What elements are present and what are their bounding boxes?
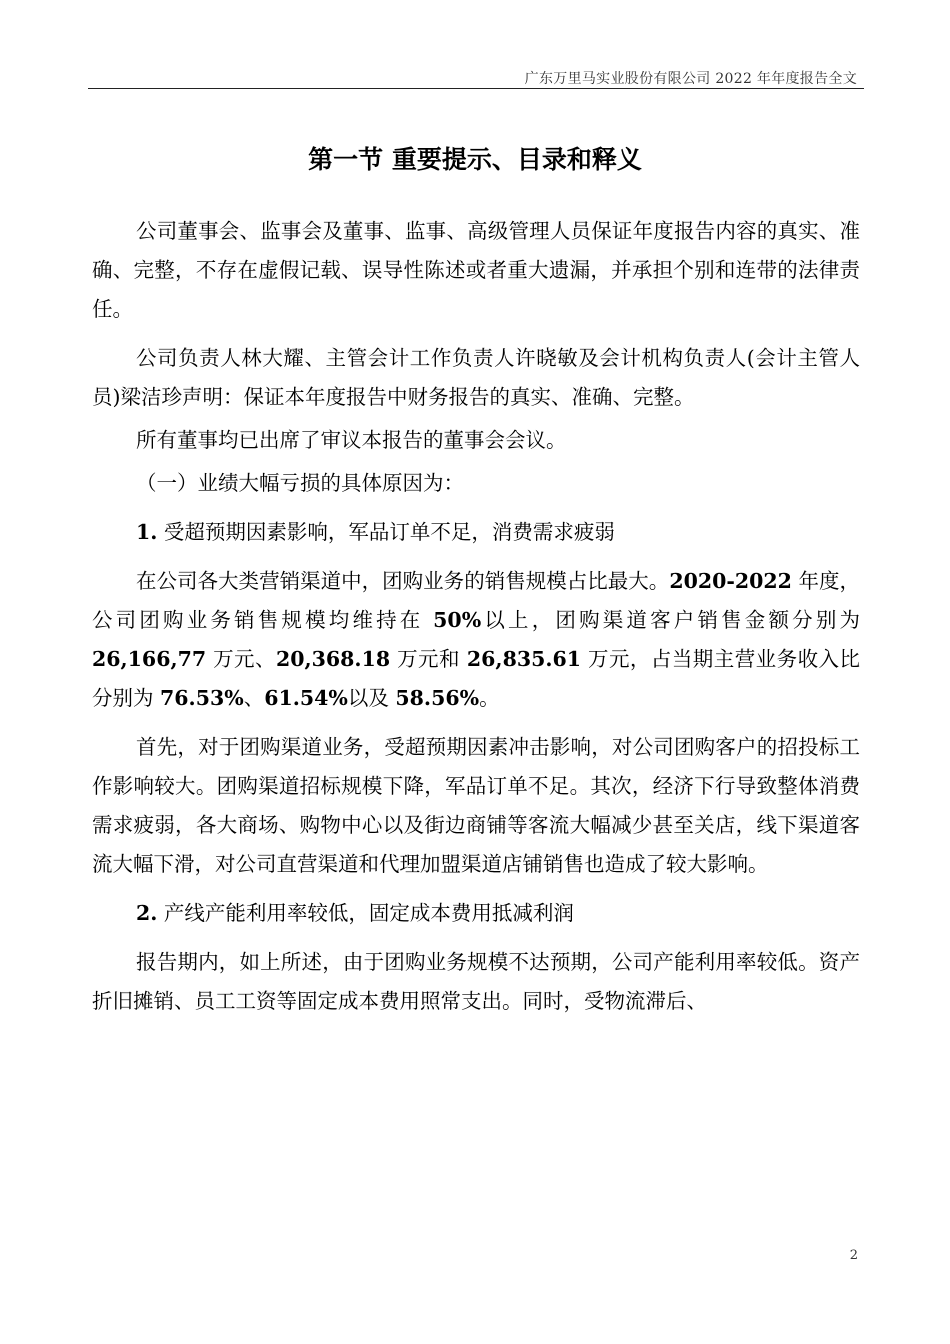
text-span: 万元、 (206, 647, 276, 671)
group-purchase-paragraph (92, 562, 860, 718)
reason-1-number: 1. (136, 520, 158, 544)
header-divider (88, 88, 864, 89)
running-header: 广东万里马实业股份有限公司 2022 年年度报告全文 (524, 71, 857, 87)
reason-2-heading (92, 894, 860, 933)
text-span: 以上，团购渠道客户销售金额分别为 (481, 608, 861, 632)
text-span: 。 (479, 686, 500, 710)
sales-2021: 20,368.18 (275, 647, 391, 671)
ratio-2022: 58.56% (395, 686, 480, 710)
ratio-2020: 76.53% (160, 686, 244, 710)
sales-2022: 26,835.61 (466, 647, 582, 671)
share-percent: 50% (433, 608, 482, 632)
page-number: 2 (849, 1248, 858, 1263)
sales-2020: 26,166,77 (92, 647, 207, 671)
reason-1-heading (92, 513, 860, 552)
market-impact-paragraph: 首先，对于团购渠道业务，受超预期因素冲击影响，对公司团购客户的招投标工作影响较大。团购渠道招标规模下降，军品订单不足。其次，经济下行导致整体消费需求疲弱，各大商场、购物中心以及街边商铺等客流大幅减少甚至关店，线下渠道客流大幅下滑，对公司直营渠道和代理加盟渠道店铺销售也造成了较大影响。 (92, 735, 860, 876)
reason-1-text: 受超预期因素影响，军品订单不足，消费需求疲弱 (157, 520, 615, 544)
loss-reasons-heading: （一）业绩大幅亏损的具体原因为： (136, 471, 464, 495)
capacity-paragraph: 报告期内，如上所述，由于团购业务规模不达预期，公司产能利用率较低。资产折旧摊销、员工工资等固定成本费用照常支出。同时，受物流滞后、 (92, 950, 860, 1013)
responsibility-statement: 公司董事会、监事会及董事、监事、高级管理人员保证年度报告内容的真实、准确、完整，不存在虚假记载、误导性陈述或者重大遗漏，并承担个别和连带的法律责任。 (92, 219, 860, 321)
text-span: 年度，公司团购业务销售规模均维持在 (92, 569, 860, 632)
text-span: 在公司各大类营销渠道中，团购业务的销售规模占比最大。 (136, 569, 670, 593)
board-attendance: 所有董事均已出席了审议本报告的董事会会议。 (136, 428, 567, 452)
report-body (92, 212, 860, 1031)
ratio-2021: 61.54% (264, 686, 348, 710)
reason-2-text: 产线产能利用率较低，固定成本费用抵减利润 (157, 901, 574, 925)
text-span: 、 (243, 686, 265, 710)
text-span: 万元，占当期主营业务收入比分别为 (92, 647, 860, 710)
accounting-declaration: 公司负责人林大耀、主管会计工作负责人许晓敏及会计机构负责人(会计主管人员)梁洁珍声明：保证本年度报告中财务报告的真实、准确、完整。 (92, 346, 860, 409)
reason-2-number: 2. (136, 901, 158, 925)
text-span: 以及 (347, 686, 396, 710)
section-title: 第一节 重要提示、目录和释义 (308, 145, 642, 174)
years-value: 2020-2022 (669, 569, 792, 593)
text-span: 万元和 (390, 647, 467, 671)
